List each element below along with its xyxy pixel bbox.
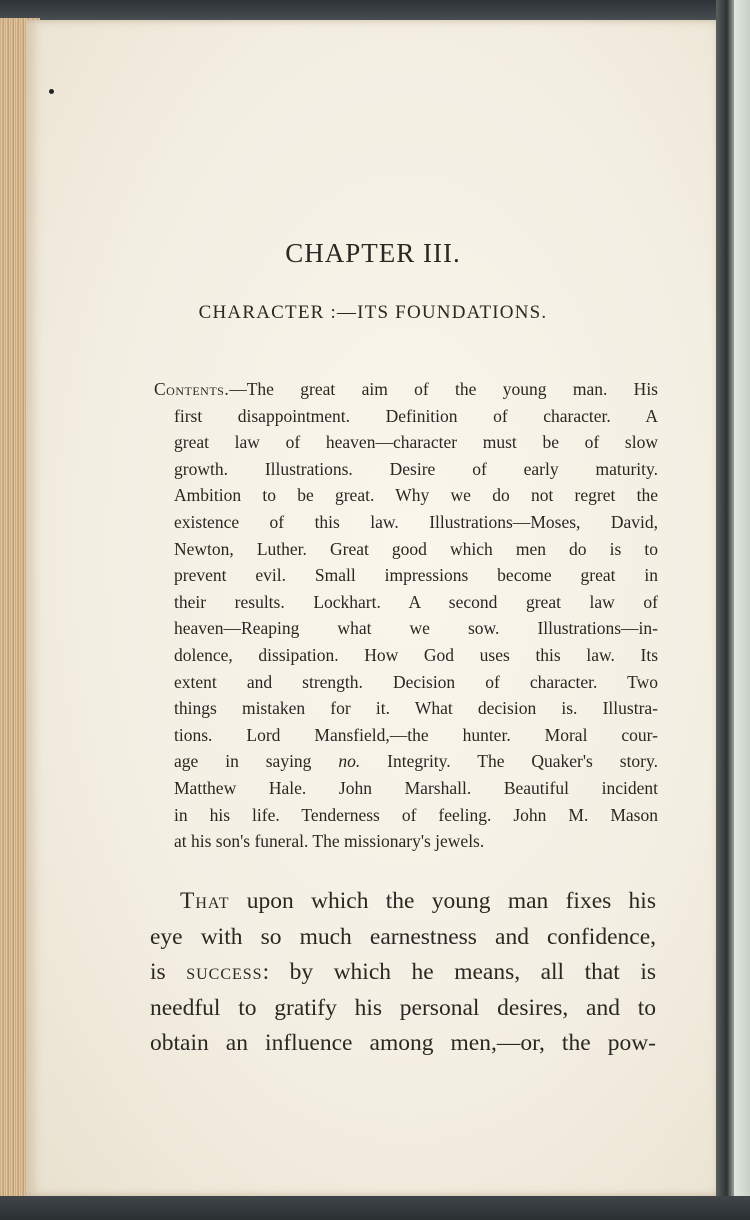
contents-line: at his son's funeral. The missionary's jewels. (174, 831, 485, 852)
body-text (150, 884, 656, 1062)
contents-line: Matthew Hale. John Marshall. Beautiful incident (174, 777, 658, 798)
contents-line: things mistaken for it. What decision is. Illustra- (174, 698, 658, 719)
contents-line: Contents.—The great aim of the young man. His (154, 379, 658, 399)
page-content (26, 20, 720, 1196)
contents-line: age in saying no. Integrity. The Quaker's story. (174, 751, 659, 772)
success-word: success (186, 959, 263, 986)
book-page (26, 20, 720, 1196)
contents-line: Ambition to be great. Why we do not regret the (174, 485, 658, 506)
body-line: obtain an influence among men,—or, the pow- (150, 1030, 656, 1057)
contents-line: extent and strength. Decision of character. Two (174, 671, 658, 692)
book-cover-bottom (0, 1196, 750, 1220)
contents-line: great law of heaven—character must be of slow (174, 432, 658, 453)
contents-line: existence of this law. Illustrations—Moses, David, (174, 511, 658, 532)
contents-line: prevent evil. Small impressions become great in (174, 565, 658, 586)
chapter-subtitle: CHARACTER :—ITS FOUNDATIONS. (198, 302, 548, 323)
body-line: is success: by which he means, all that is (150, 959, 657, 986)
contents-line: dolence, dissipation. How God uses this law. Its (174, 644, 658, 665)
book-cover-top (0, 0, 750, 22)
contents-line: first disappointment. Definition of character. A (174, 405, 658, 426)
body-line: needful to gratify his personal desires, and to (150, 994, 656, 1021)
contents-line: their results. Lockhart. A second great law of (174, 591, 658, 612)
chapter-contents (154, 376, 658, 855)
contents-line: Newton, Luther. Great good which men do is to (174, 538, 658, 559)
italic-no: no. (338, 751, 361, 772)
body-line: That upon which the young man fixes his (180, 888, 656, 914)
contents-line: growth. Illustrations. Desire of early maturity. (174, 458, 658, 479)
body-line: eye with so much earnestness and confidence, (150, 923, 656, 950)
chapter-heading: CHAPTER III. (285, 238, 461, 268)
book-spine-edge (716, 0, 734, 1220)
contents-label: Contents. (154, 379, 230, 399)
contents-line: in his life. Tenderness of feeling. John M. Mason (174, 804, 658, 825)
contents-line: heaven—Reaping what we sow. Illustrations—in- (174, 618, 658, 639)
contents-line: tions. Lord Mansfield,—the hunter. Moral cour- (174, 724, 658, 745)
opening-word: That (180, 888, 230, 914)
